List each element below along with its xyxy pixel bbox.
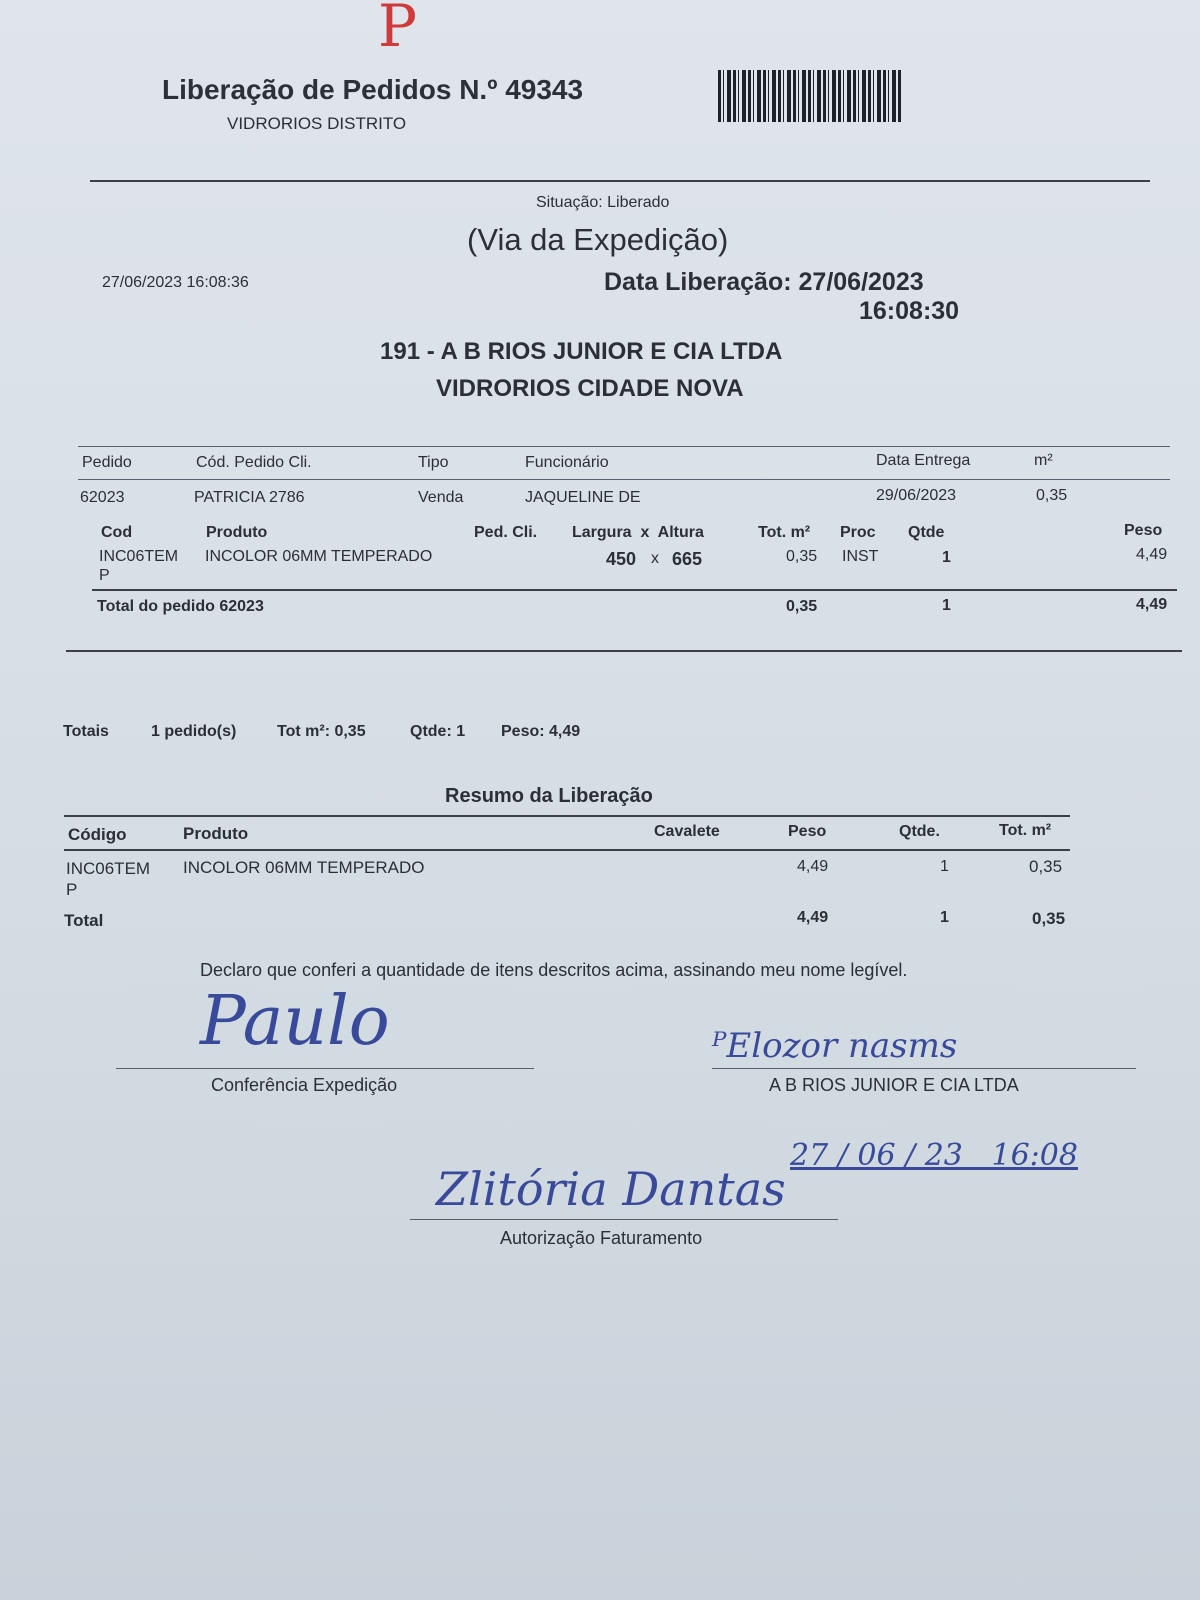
label-client-company: A B RIOS JUNIOR E CIA LTDA [769,1075,1019,1095]
item-header-cod: Cod [101,524,133,541]
item-header-peso: Peso [1124,522,1163,539]
release-date: Data Liberação: 27/06/2023 [604,268,924,296]
header-tipo: Tipo [418,454,449,471]
summary-header-peso: Peso [788,823,827,840]
label-autorizacao-faturamento: Autorização Faturamento [500,1228,703,1248]
branch-name: VIDRORIOS DISTRITO [227,114,407,133]
copy-type: (Via da Expedição) [467,222,729,257]
summary-total-peso: 4,49 [797,909,829,926]
printed-timestamp: 27/06/2023 16:08:36 [102,274,249,291]
handwritten-date-time: 27 / 06 / 23 16:08 [790,1138,1078,1173]
header-data-entrega: Data Entrega [876,452,971,469]
header-cod-pedido-cli: Cód. Pedido Cli. [196,454,312,471]
item-qtde: 1 [942,549,951,566]
summary-header-codigo: Código [68,825,127,844]
summary-codigo-line2: P [66,880,78,899]
item-largura: 450 [606,549,637,569]
order-data-entrega: 29/06/2023 [876,487,957,504]
order-total-peso: 4,49 [1136,596,1168,613]
item-header-tot-m2: Tot. m² [758,524,811,541]
header-m2: m² [1034,452,1053,469]
summary-total-qtde: 1 [940,909,949,926]
item-x: x [651,550,659,567]
item-header-largura-altura: Largura x Altura [572,524,704,541]
summary-qtde: 1 [940,858,949,875]
item-proc: INST [842,548,879,565]
declaration-text: Declaro que conferi a quantidade de itens descritos acima, assinando meu nome legível. [200,960,908,980]
item-total-rule [92,589,1177,591]
item-header-proc: Proc [840,524,876,541]
totals-tot-m2: Tot m²: 0,35 [277,723,366,740]
summary-header-tot-m2: Tot. m² [999,822,1052,839]
item-cod-line2: P [99,567,110,584]
summary-peso: 4,49 [797,858,829,875]
item-header-qtde: Qtde [908,524,945,541]
totals-label: Totais [63,723,109,740]
item-cod-line1: INC06TEM [99,548,179,565]
header-funcionario: Funcionário [525,454,609,471]
signature-line-left [116,1068,534,1069]
summary-header-cavalete: Cavalete [654,823,720,840]
signature-autorizacao: Zlitória Dantas [436,1162,786,1216]
order-section-end-rule [66,650,1182,652]
summary-top-rule [64,815,1070,817]
order-tipo: Venda [418,489,464,506]
summary-header-rule [64,849,1070,851]
item-tot-m2: 0,35 [786,548,818,565]
totals-peso: Peso: 4,49 [501,723,581,740]
item-altura: 665 [672,549,703,569]
order-table-top-rule [78,446,1170,447]
totals-pedidos: 1 pedido(s) [151,723,237,740]
totals-qtde: Qtde: 1 [410,723,466,740]
item-produto: INCOLOR 06MM TEMPERADO [205,548,433,565]
signature-line-right [712,1068,1136,1069]
signature-line-bottom [410,1219,838,1220]
item-peso: 4,49 [1136,546,1168,563]
summary-header-produto: Produto [183,824,249,843]
item-header-ped-cli: Ped. Cli. [474,524,538,541]
order-total-qtde: 1 [942,597,951,614]
header-pedido: Pedido [82,454,132,471]
order-total-label: Total do pedido 62023 [97,598,264,615]
release-time: 16:08:30 [859,297,960,325]
order-cod-cli: PATRICIA 2786 [194,489,305,506]
summary-produto: INCOLOR 06MM TEMPERADO [183,858,425,877]
summary-total-label: Total [64,911,104,930]
signature-conferencia: Paulo [200,982,390,1061]
summary-total-tot-m2: 0,35 [1032,909,1066,928]
barcode [718,70,902,122]
order-m2: 0,35 [1036,487,1068,504]
summary-title: Resumo da Liberação [445,785,653,807]
handwritten-mark: P [378,0,418,60]
summary-codigo-line1: INC06TEM [66,859,151,878]
summary-tot-m2: 0,35 [1029,857,1063,876]
order-funcionario: JAQUELINE DE [525,489,641,506]
item-header-produto: Produto [206,524,268,541]
situation-text: Situação: Liberado [536,194,670,211]
client-name: 191 - A B RIOS JUNIOR E CIA LTDA [380,338,783,365]
order-table-header-rule [78,479,1170,480]
header-divider [90,180,1150,182]
document-title: Liberação de Pedidos N.º 49343 [162,74,584,105]
label-conferencia-expedicao: Conferência Expedição [211,1075,398,1095]
order-total-m2: 0,35 [786,598,818,615]
summary-header-qtde: Qtde. [899,823,940,840]
order-pedido: 62023 [80,489,125,506]
signature-client: ᴾElozor nasms [712,1026,958,1066]
client-unit: VIDRORIOS CIDADE NOVA [436,375,744,402]
